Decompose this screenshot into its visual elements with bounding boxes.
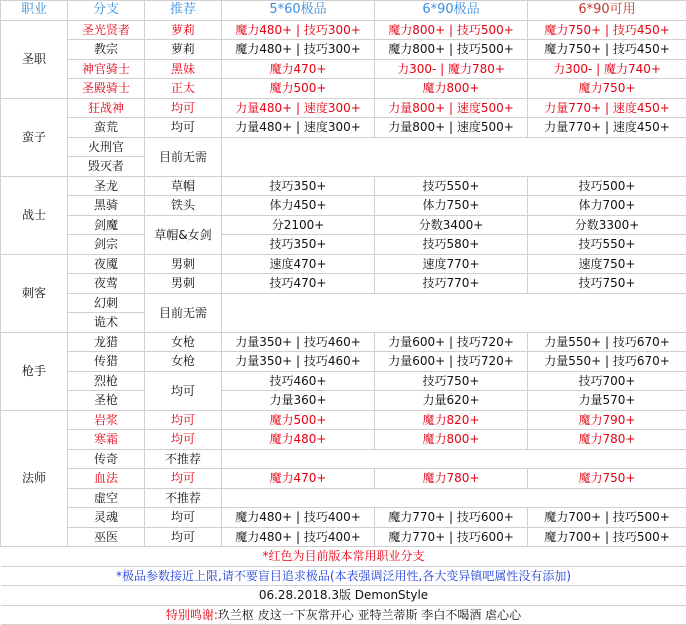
branch-name: 巫医: [68, 527, 145, 547]
table-row: [1, 508, 686, 528]
value-v3: 力量570+: [528, 391, 686, 411]
table-row: [1, 215, 686, 235]
value-v2: 魔力820+: [375, 410, 528, 430]
value-v3: 魔力700+ | 技巧500+: [528, 527, 686, 547]
branch-name: 蛮荒: [68, 118, 145, 138]
class-name: 蛮子: [1, 98, 68, 176]
branch-name: 黑骑: [68, 196, 145, 216]
value-v1: 速度470+: [222, 254, 375, 274]
value-v1: 力量360+: [222, 391, 375, 411]
table-row: [1, 371, 686, 391]
value-v3: 速度750+: [528, 254, 686, 274]
recommend-cell: 均可: [145, 371, 222, 410]
branch-name: 剑魔: [68, 215, 145, 235]
class-name: 刺客: [1, 254, 68, 332]
value-v1: 魔力480+: [222, 430, 375, 450]
thanks-names: 玖兰枢 皮这一下灰常开心 亚特兰蒂斯 李白不喝酒 虐心心: [217, 607, 522, 622]
value-v2: 技巧550+: [375, 176, 528, 196]
red-note: *红色为目前版本常用职业分支: [1, 547, 686, 567]
empty-values: [222, 293, 686, 332]
table-row: [1, 20, 686, 40]
value-v3: 魔力750+ | 技巧450+: [528, 40, 686, 60]
table-row: [1, 430, 686, 450]
value-v3: 技巧500+: [528, 176, 686, 196]
value-v1: 技巧350+: [222, 176, 375, 196]
branch-name: 岩浆: [68, 410, 145, 430]
table-row: [1, 137, 686, 157]
table-row: [1, 118, 686, 138]
value-v2: 力量600+ | 技巧720+: [375, 352, 528, 372]
recommend-cell: 均可: [145, 527, 222, 547]
value-v3: 魔力700+ | 技巧500+: [528, 508, 686, 528]
empty-values: [222, 449, 686, 469]
branch-name: 毁灭者: [68, 157, 145, 177]
value-v2: 魔力800+ | 技巧500+: [375, 20, 528, 40]
value-v1: 技巧460+: [222, 371, 375, 391]
branch-name: 教宗: [68, 40, 145, 60]
value-v1: 技巧470+: [222, 274, 375, 294]
recommend-cell: 黑妹: [145, 59, 222, 79]
value-v1: 力量350+ | 技巧460+: [222, 352, 375, 372]
branch-name: 火刑官: [68, 137, 145, 157]
recommend-cell: 铁头: [145, 196, 222, 216]
table-row: [1, 40, 686, 60]
recommend-cell: 均可: [145, 469, 222, 489]
value-v2: 魔力800+ | 技巧500+: [375, 40, 528, 60]
value-v2: 力量800+ | 速度500+: [375, 98, 528, 118]
value-v1: 魔力470+: [222, 59, 375, 79]
header-branch: 分支: [68, 1, 145, 21]
value-v2: 魔力780+: [375, 469, 528, 489]
branch-name: 烈枪: [68, 371, 145, 391]
recommend-cell: 男刺: [145, 254, 222, 274]
value-v3: 技巧750+: [528, 274, 686, 294]
value-v2: 力量800+ | 速度500+: [375, 118, 528, 138]
version-note: 06.28.2018.3版 DemonStyle: [1, 586, 686, 606]
value-v2: 技巧580+: [375, 235, 528, 255]
recommend-cell: 不推荐: [145, 488, 222, 508]
branch-name: 圣枪: [68, 391, 145, 411]
branch-name: 传奇: [68, 449, 145, 469]
value-v2: 魔力770+ | 技巧600+: [375, 527, 528, 547]
class-name: 圣职: [1, 20, 68, 98]
branch-name: 剑宗: [68, 235, 145, 255]
value-v1: 魔力500+: [222, 79, 375, 99]
recommend-cell: 均可: [145, 410, 222, 430]
recommend-cell: 男刺: [145, 274, 222, 294]
branch-name: 虚空: [68, 488, 145, 508]
recommend-cell: 草帽&女剑: [145, 215, 222, 254]
table-row: [1, 527, 686, 547]
value-v1: 力量480+ | 速度300+: [222, 118, 375, 138]
value-v3: 魔力790+: [528, 410, 686, 430]
branch-name: 夜莺: [68, 274, 145, 294]
branch-name: 圣殿骑士: [68, 79, 145, 99]
empty-values: [222, 488, 686, 508]
header-recommend: 推荐: [145, 1, 222, 21]
branch-name: 夜魇: [68, 254, 145, 274]
value-v3: 分数3300+: [528, 215, 686, 235]
value-v2: 力量620+: [375, 391, 528, 411]
branch-name: 狂战神: [68, 98, 145, 118]
value-v2: 力量600+ | 技巧720+: [375, 332, 528, 352]
recommend-cell: 萝莉: [145, 40, 222, 60]
value-v2: 速度770+: [375, 254, 528, 274]
header-6x90: 6*90极品: [375, 1, 528, 21]
recommend-cell: 草帽: [145, 176, 222, 196]
recommend-cell: 萝莉: [145, 20, 222, 40]
value-v3: 魔力750+: [528, 79, 686, 99]
value-v3: 力量770+ | 速度450+: [528, 98, 686, 118]
thanks-label: 特别鸣谢:: [165, 607, 218, 622]
value-v2: 分数3400+: [375, 215, 528, 235]
value-v1: 魔力470+: [222, 469, 375, 489]
value-v3: 魔力780+: [528, 430, 686, 450]
value-v3: 体力700+: [528, 196, 686, 216]
value-v2: 魔力770+ | 技巧600+: [375, 508, 528, 528]
value-v3: 魔力750+: [528, 469, 686, 489]
table-row: [1, 391, 686, 411]
empty-values: [222, 137, 686, 176]
header-class: 职业: [1, 1, 68, 21]
recommend-cell: 均可: [145, 430, 222, 450]
branch-name: 灵魂: [68, 508, 145, 528]
class-name: 战士: [1, 176, 68, 254]
branch-name: 圣光贤者: [68, 20, 145, 40]
branch-name: 圣龙: [68, 176, 145, 196]
table-row: [1, 469, 686, 489]
value-v3: 力量550+ | 技巧670+: [528, 352, 686, 372]
table-row: [1, 59, 686, 79]
table-row: [1, 176, 686, 196]
value-v1: 技巧350+: [222, 235, 375, 255]
value-v1: 体力450+: [222, 196, 375, 216]
table-row: [1, 352, 686, 372]
value-v2: 技巧750+: [375, 371, 528, 391]
value-v3: 力量770+ | 速度450+: [528, 118, 686, 138]
recommend-cell: 均可: [145, 508, 222, 528]
branch-name: 龙猎: [68, 332, 145, 352]
value-v1: 力量480+ | 速度300+: [222, 98, 375, 118]
class-name: 法师: [1, 410, 68, 547]
branch-name: 诡术: [68, 313, 145, 333]
header-5x60: 5*60极品: [222, 1, 375, 21]
recommend-cell: 正太: [145, 79, 222, 99]
value-v3: 力300- | 魔力740+: [528, 59, 686, 79]
table-row: [1, 293, 686, 313]
recommend-cell: 不推荐: [145, 449, 222, 469]
value-v1: 魔力500+: [222, 410, 375, 430]
recommend-cell: 均可: [145, 98, 222, 118]
value-v2: 技巧770+: [375, 274, 528, 294]
table-row: [1, 235, 686, 255]
branch-name: 寒霜: [68, 430, 145, 450]
value-v2: 魔力800+: [375, 430, 528, 450]
recommend-cell: 均可: [145, 118, 222, 138]
table-row: [1, 79, 686, 99]
value-v2: 魔力800+: [375, 79, 528, 99]
table-row: [1, 488, 686, 508]
thanks-note: [1, 605, 686, 625]
value-v1: 魔力480+ | 技巧400+: [222, 527, 375, 547]
table-row: [1, 410, 686, 430]
value-v1: 魔力480+ | 技巧400+: [222, 508, 375, 528]
branch-name: 幻刺: [68, 293, 145, 313]
recommend-cell: 目前无需: [145, 137, 222, 176]
value-v3: 魔力750+ | 技巧450+: [528, 20, 686, 40]
table-body: [1, 20, 686, 547]
value-v1: 力量350+ | 技巧460+: [222, 332, 375, 352]
table-row: [1, 196, 686, 216]
header-row: [1, 1, 686, 21]
branch-name: 传猎: [68, 352, 145, 372]
table-row: [1, 254, 686, 274]
table-row: [1, 274, 686, 294]
value-v1: 分2100+: [222, 215, 375, 235]
recommend-cell: 女枪: [145, 352, 222, 372]
value-v3: 技巧700+: [528, 371, 686, 391]
recommend-cell: 女枪: [145, 332, 222, 352]
value-v2: 体力750+: [375, 196, 528, 216]
value-v1: 魔力480+ | 技巧300+: [222, 40, 375, 60]
value-v3: 力量550+ | 技巧670+: [528, 332, 686, 352]
table-row: [1, 449, 686, 469]
header-6x90-usable: 6*90可用: [528, 1, 686, 21]
value-v1: 魔力480+ | 技巧300+: [222, 20, 375, 40]
table-row: [1, 332, 686, 352]
value-v2: 力300- | 魔力780+: [375, 59, 528, 79]
branch-name: 血法: [68, 469, 145, 489]
table-row: [1, 98, 686, 118]
blue-note: *极品参数接近上限,请不要盲目追求极品(本表强调泛用性,各大变异镇吧属性没有添加): [1, 566, 686, 586]
recommend-cell: 目前无需: [145, 293, 222, 332]
value-v3: 技巧550+: [528, 235, 686, 255]
class-name: 枪手: [1, 332, 68, 410]
branch-name: 神官骑士: [68, 59, 145, 79]
